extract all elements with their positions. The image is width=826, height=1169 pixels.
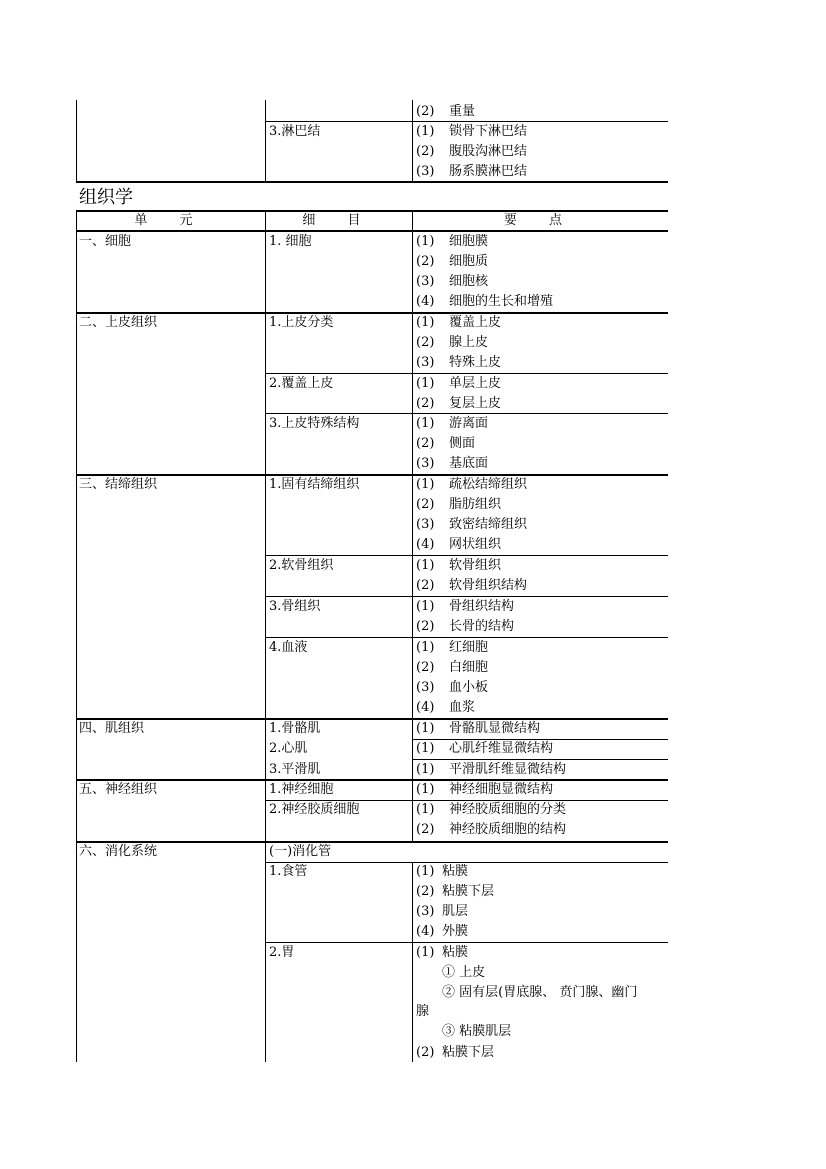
- point-number: (2): [416, 822, 435, 837]
- point-text: 单层上皮: [449, 376, 502, 391]
- point-number: (3): [416, 355, 435, 370]
- point-row: [416, 374, 501, 394]
- point-row: [416, 515, 527, 535]
- point-text: 神经胶质细胞的分类: [449, 802, 567, 817]
- point-number: (1): [416, 721, 435, 736]
- point-text: 细胞质: [449, 254, 489, 269]
- column-header-unit: 单 元: [134, 213, 207, 228]
- point-row: [416, 122, 527, 142]
- row-divider: [76, 779, 668, 781]
- point-row: [416, 142, 527, 162]
- point-number: (1): [416, 599, 435, 614]
- table-border: [265, 100, 266, 182]
- point-text: 复层上皮: [449, 396, 502, 411]
- point-row: [416, 800, 566, 820]
- section-title: 组织学: [79, 187, 133, 208]
- point-text: 骨组织结构: [449, 599, 515, 614]
- sub-point: ③ 粘膜肌层: [442, 1024, 512, 1039]
- point-number: (2): [416, 619, 435, 634]
- item-label: 2.神经胶质细胞: [269, 802, 360, 817]
- point-row: [416, 719, 540, 739]
- point-row: [416, 739, 553, 759]
- point-text: 神经细胞显微结构: [449, 782, 554, 797]
- point-number: (3): [416, 274, 435, 289]
- point-text: 粘膜下层: [442, 884, 495, 899]
- point-number: (3): [416, 904, 435, 919]
- point-text: 神经胶质细胞的结构: [449, 822, 567, 837]
- point-number: (2): [416, 254, 435, 269]
- item-label: 1.骨骼肌: [269, 721, 321, 736]
- point-text: 基底面: [449, 456, 489, 471]
- point-text: 粘膜: [442, 945, 469, 960]
- point-row: [416, 272, 488, 292]
- point-row: [416, 556, 501, 576]
- point-number: (1): [416, 741, 435, 756]
- row-divider: [265, 121, 668, 122]
- point-number: (2): [416, 104, 435, 119]
- point-text: 特殊上皮: [449, 355, 502, 370]
- column-header-item: 细 目: [302, 213, 375, 228]
- point-row: [416, 698, 475, 718]
- point-text: 心肌纤维显微结构: [449, 741, 554, 756]
- point-number: (3): [416, 680, 435, 695]
- point-row: [416, 292, 553, 312]
- item-label: 1.固有结缔组织: [269, 477, 360, 492]
- point-row: [416, 535, 501, 555]
- table-border: [412, 862, 413, 1062]
- point-row: [416, 943, 468, 963]
- item-label: 1.上皮分类: [269, 315, 334, 330]
- unit-label: 六、消化系统: [79, 844, 158, 859]
- point-number: (1): [416, 782, 435, 797]
- item-label: 3.平滑肌: [269, 762, 321, 777]
- point-number: (1): [416, 802, 435, 817]
- point-number: (2): [416, 396, 435, 411]
- row-divider: [76, 312, 668, 314]
- point-number: (1): [416, 124, 435, 139]
- point-row: [416, 638, 488, 658]
- item-label: 3.淋巴结: [269, 124, 321, 139]
- table-border: [412, 100, 413, 182]
- header-bottom-border: [76, 230, 668, 232]
- point-row: [416, 353, 501, 373]
- point-text: 红细胞: [449, 640, 489, 655]
- point-number: (4): [416, 700, 435, 715]
- item-label: 2.胃: [269, 945, 295, 960]
- point-row: [416, 678, 488, 698]
- point-row: [416, 475, 527, 495]
- point-number: (2): [416, 884, 435, 899]
- point-number: (1): [416, 762, 435, 777]
- point-row: [416, 862, 468, 882]
- point-number: (1): [416, 864, 435, 879]
- point-row: [416, 333, 488, 353]
- unit-label: 二、上皮组织: [79, 315, 158, 330]
- row-divider: [76, 718, 668, 720]
- point-text: 血小板: [449, 680, 489, 695]
- point-row: [416, 313, 501, 333]
- point-row: [416, 820, 566, 840]
- point-number: (3): [416, 456, 435, 471]
- point-text: 骨骼肌显微结构: [449, 721, 541, 736]
- point-row: [416, 760, 566, 780]
- point-number: (2): [416, 144, 435, 159]
- point-text: 软骨组织结构: [449, 578, 528, 593]
- point-row: [416, 252, 488, 272]
- row-divider: [76, 181, 668, 183]
- table-border: [76, 100, 77, 182]
- item-label: 1. 细胞: [269, 234, 312, 249]
- item-label: 4.血液: [269, 640, 308, 655]
- unit-label: 一、细胞: [79, 234, 132, 249]
- point-text: 肌层: [442, 904, 469, 919]
- column-header-points: 要 点: [503, 213, 577, 228]
- point-row: [416, 162, 527, 182]
- point-text: 锁骨下淋巴结: [449, 124, 528, 139]
- point-text: 细胞核: [449, 274, 489, 289]
- point-row: [416, 1043, 494, 1063]
- point-number: (2): [416, 335, 435, 350]
- point-text: 游离面: [449, 416, 489, 431]
- point-text: 粘膜下层: [442, 1045, 495, 1060]
- point-text: 白细胞: [449, 660, 489, 675]
- subsection-header: (一)消化管: [269, 844, 332, 859]
- point-text: 粘膜: [442, 864, 469, 879]
- point-row: [416, 902, 468, 922]
- item-label: 3.上皮特殊结构: [269, 416, 360, 431]
- point-text: 重量: [449, 104, 476, 119]
- point-text: 致密结缔组织: [449, 517, 528, 532]
- point-row: [416, 658, 488, 678]
- point-text: 腺上皮: [449, 335, 489, 350]
- unit-label: 四、肌组织: [79, 721, 145, 736]
- point-number: (1): [416, 558, 435, 573]
- point-text: 覆盖上皮: [449, 315, 502, 330]
- point-text: 腹股沟淋巴结: [449, 144, 528, 159]
- table-border: [265, 210, 266, 1062]
- row-divider: [76, 474, 668, 476]
- point-number: (3): [416, 517, 435, 532]
- point-number: (3): [416, 164, 435, 179]
- point-number: (1): [416, 945, 435, 960]
- point-row: [416, 882, 494, 902]
- point-number: (2): [416, 1045, 435, 1060]
- item-label: 1.食管: [269, 864, 308, 879]
- sub-point: ① 上皮: [442, 965, 486, 980]
- unit-label: 三、结缔组织: [79, 477, 158, 492]
- point-text: 侧面: [449, 436, 476, 451]
- point-row: [416, 576, 527, 596]
- point-text: 外膜: [442, 924, 469, 939]
- point-number: (2): [416, 497, 435, 512]
- point-row: [416, 597, 514, 617]
- point-number: (4): [416, 294, 435, 309]
- point-number: (4): [416, 537, 435, 552]
- table-border: [412, 210, 413, 842]
- point-row: [416, 780, 553, 800]
- item-label: 1.神经细胞: [269, 782, 334, 797]
- point-row: [416, 434, 475, 454]
- point-text: 平滑肌纤维显微结构: [449, 762, 567, 777]
- sub-point-continuation: 腺: [416, 1004, 430, 1019]
- point-number: (1): [416, 376, 435, 391]
- item-label: 2.心肌: [269, 741, 308, 756]
- point-number: (2): [416, 436, 435, 451]
- point-text: 疏松结缔组织: [449, 477, 528, 492]
- point-row: [416, 102, 475, 122]
- point-number: (1): [416, 640, 435, 655]
- item-label: 3.骨组织: [269, 599, 321, 614]
- point-row: [416, 454, 488, 474]
- table-top-border: [76, 210, 668, 212]
- point-number: (4): [416, 924, 435, 939]
- point-row: [416, 495, 501, 515]
- point-text: 细胞的生长和增殖: [449, 294, 554, 309]
- point-row: [416, 232, 488, 252]
- point-number: (1): [416, 234, 435, 249]
- point-row: [416, 617, 514, 637]
- point-row: [416, 414, 488, 434]
- point-text: 血浆: [449, 700, 476, 715]
- point-number: (1): [416, 315, 435, 330]
- point-row: [416, 922, 468, 942]
- point-number: (2): [416, 578, 435, 593]
- table-border: [76, 210, 77, 1062]
- sub-point: ② 固有层(胃底腺、 贲门腺、幽门: [442, 985, 638, 1000]
- point-row: [416, 394, 501, 414]
- point-number: (1): [416, 477, 435, 492]
- point-text: 脂肪组织: [449, 497, 502, 512]
- item-label: 2.覆盖上皮: [269, 376, 334, 391]
- point-text: 网状组织: [449, 537, 502, 552]
- point-text: 长骨的结构: [449, 619, 515, 634]
- item-label: 2.软骨组织: [269, 558, 334, 573]
- point-number: (1): [416, 416, 435, 431]
- point-text: 肠系膜淋巴结: [449, 164, 528, 179]
- point-number: (2): [416, 660, 435, 675]
- row-divider: [76, 841, 668, 843]
- point-text: 细胞膜: [449, 234, 489, 249]
- unit-label: 五、神经组织: [79, 782, 158, 797]
- point-text: 软骨组织: [449, 558, 502, 573]
